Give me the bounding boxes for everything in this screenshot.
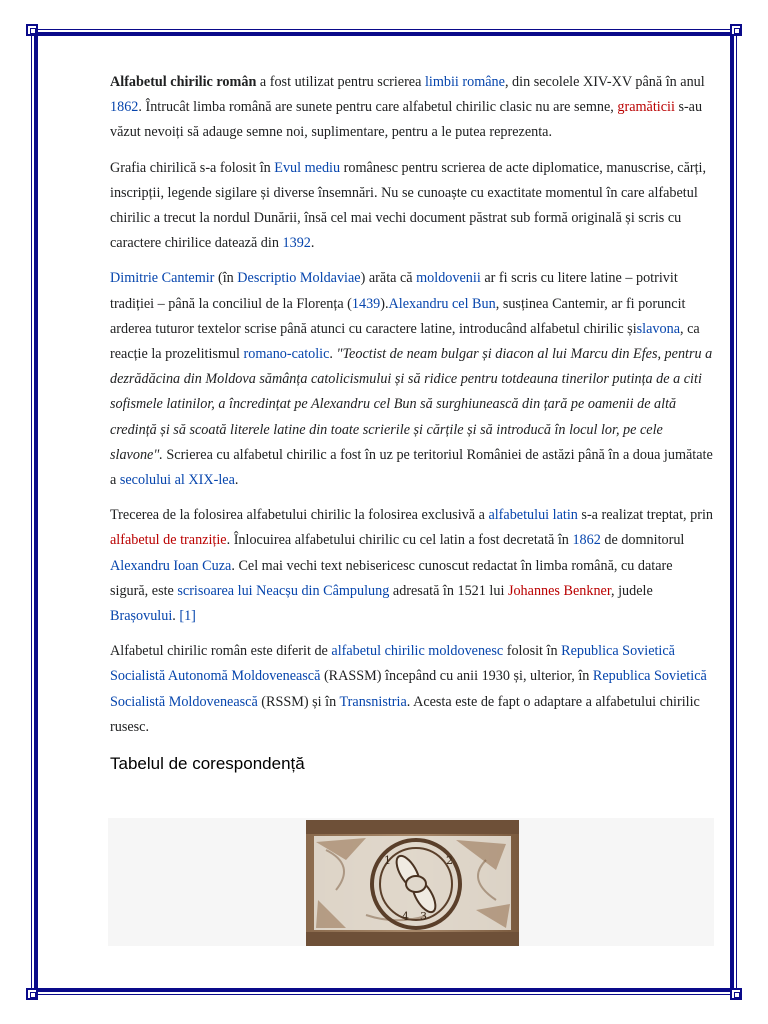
wiki-link[interactable]: moldovenii [416, 270, 481, 287]
wiki-link[interactable]: 1439 [351, 295, 381, 312]
wiki-red-link[interactable]: alfabetul de tranziție [110, 532, 227, 549]
article-body [110, 70, 714, 775]
text-run: . [172, 608, 180, 625]
text-run: Scrierea cu alfabetul chirilic a fost în uz pe teritoriul României de astăzi până în a doua jumătate a [110, 446, 713, 489]
wiki-link[interactable]: romano-catolic [243, 346, 330, 363]
paragraph-1 [110, 70, 714, 146]
text-run: , judele [611, 582, 653, 599]
text-run: ) arăta că [360, 270, 417, 287]
text-run: adresată în 1521 lui [389, 582, 508, 599]
wiki-link[interactable]: secolului al XIX-lea [119, 472, 235, 489]
inscription-number-1: 1 [384, 854, 391, 867]
wiki-red-link[interactable]: Johannes Benkner [507, 582, 611, 599]
wiki-link[interactable]: 1862 [572, 532, 601, 549]
text-run: (RASSM) începând cu anii 1930 și, ulterior, în [320, 668, 593, 685]
text-run: de domnitorul [600, 532, 685, 549]
corner-ornament-top-right [730, 24, 742, 36]
inscription-number-3: 3 [420, 910, 427, 923]
text-run: . Înlocuirea alfabetului chirilic cu cel latin a fost decretată în [226, 532, 573, 549]
text-run: . [234, 472, 239, 489]
text-run: românesc pentru scrierea de acte diplomatice, manuscrise, cărți, inscripții, legende sigilare și diverse însemnări. Nu se cunoaște cu exactitate momentul în care alfabetul chirilic a trecut la nordul Dunării, însă cel mai vechi document păstrat sub formă originală și scris cu caractere chirilice datează din [110, 159, 707, 252]
text-run: , susținea Cantemir, ar fi poruncit arderea tuturor textelor scrise până atunci cu caractere latine, introducând alfabetul chirilic și [110, 295, 686, 337]
wiki-red-link[interactable]: gramăticii [617, 99, 675, 116]
article-subject: Alfabetul chirilic român [110, 74, 257, 90]
wiki-link[interactable]: alfabetului latin [488, 507, 578, 524]
wiki-link[interactable]: Brașovului [110, 608, 173, 625]
paragraph-3 [110, 266, 714, 493]
text-run: Grafia chirilică s-a folosit în [110, 159, 275, 176]
text-run: , din secolele XIV-XV până în anul [504, 74, 705, 90]
text-run: . Întrucât limba română are sunete pentru care alfabetul chirilic clasic nu are semne, [138, 99, 618, 116]
wiki-link[interactable]: Republica Sovietică Socialistă Moldovenească [110, 668, 707, 710]
wiki-link[interactable]: Dimitrie Cantemir [110, 270, 215, 287]
inscription-image[interactable] [306, 820, 519, 946]
wiki-link[interactable]: scrisoarea lui Neacșu din Câmpulung [177, 582, 390, 599]
corner-ornament-bottom-left [26, 988, 38, 1000]
wiki-link[interactable]: Alexandru cel Bun [388, 295, 496, 312]
wiki-link[interactable]: [1] [179, 608, 196, 625]
text-run: folosit în [503, 643, 562, 660]
section-title: Tabelul de corespondență [110, 754, 305, 774]
carved-stone-picture [306, 820, 519, 946]
quotation: "Teoctist de neam bulgar și diacon al lui Marcu din Efes, pentru a dezrădăcina din Moldova sămânța catolicismului și să ridice pentru totdeauna tinerilor putința de a citi sofismele latinilor, a încredințat pe Alexandru cel Bun să surghiunească din țară pe oamenii de altă credință și să scoată literele latine din toate scrierile și cărțile și să introducă în locul lor, pe cele slavone". [110, 346, 713, 463]
paragraph-5 [110, 639, 714, 740]
text-run: a fost utilizat pentru scrierea [256, 74, 425, 90]
text-run: . [310, 235, 315, 252]
wiki-link[interactable]: 1862 [110, 99, 139, 116]
wiki-link[interactable]: Republica Sovietică Socialistă Autonomă Moldovenească [110, 643, 675, 685]
paragraph-4 [110, 503, 714, 629]
wiki-link[interactable]: Alexandru Ioan Cuza [110, 557, 232, 574]
text-run: s-au văzut nevoiți să adauge semne noi, suplimentare, pentru a le putea reprezenta. [110, 99, 703, 141]
wiki-link[interactable]: 1392 [282, 235, 311, 252]
text-run: . [329, 346, 337, 363]
text-run: s-a realizat treptat, prin [577, 507, 713, 524]
inscription-number-4: 4 [402, 910, 409, 923]
text-run: (RSSM) și în [257, 693, 340, 710]
wiki-link[interactable]: Transnistria [339, 693, 407, 710]
text-run: Alfabetul chirilic român este diferit de [110, 643, 332, 660]
inscription-number-2: 2 [446, 854, 453, 867]
wiki-link[interactable]: alfabetul chirilic moldovenesc [331, 643, 504, 660]
wiki-link[interactable]: Evul mediu [274, 159, 341, 176]
corner-ornament-bottom-right [730, 988, 742, 1000]
wiki-link[interactable]: limbii române [424, 74, 505, 90]
text-run: ar fi scris cu litere latine – potrivit tradiției – până la conciliul de la Florența ( [110, 270, 678, 312]
article-paragraphs [110, 70, 714, 740]
text-run: . Acesta este de fapt o adaptare a alfabetului chirilic rusesc. [110, 693, 700, 735]
paragraph-2 [110, 156, 714, 257]
text-run: (în [214, 270, 238, 287]
text-run: Trecerea de la folosirea alfabetului chirilic la folosirea exclusivă a [110, 507, 489, 524]
text-run: ). [380, 295, 389, 312]
corner-ornament-top-left [26, 24, 38, 36]
wiki-link[interactable]: Descriptio Moldaviae [237, 270, 361, 287]
text-run: . Cel mai vechi text nebisericesc cunoscut redactat în limba română, cu datare sigură, este [110, 557, 673, 599]
wiki-link[interactable]: slavona [636, 320, 680, 337]
text-run: , ca reacție la prozelitismul [110, 320, 700, 363]
